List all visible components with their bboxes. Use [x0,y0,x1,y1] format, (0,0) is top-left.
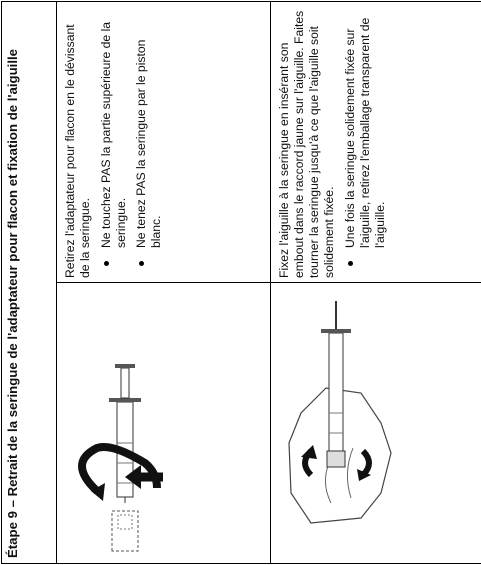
list-item [343,8,388,278]
list-item [134,8,164,278]
bullet-text: Ne tenez PAS la seringue par le piston blanc. [134,39,163,248]
list-item [99,8,129,278]
bullet-icon [104,261,109,266]
illustration-cell [57,283,271,564]
table-row [271,2,481,564]
instruction-text: Retirez l'adaptateur pour flacon en le dévissant de la seringue. [63,24,92,278]
bullet-icon [139,261,144,266]
table-row [57,2,271,564]
instruction-text: Fixez l'aiguille à la seringue en insérant son embout dans le raccord jaune sur l'aiguille. Faites tourner la seringue jusqu'à ce que l'aiguille soit solidement fixée. [277,10,336,278]
illustration-cell [271,283,481,564]
bullet-text: Une fois la seringue solidement fixée sur l'aiguille, retirez l'emballage transparent de l'aiguille. [343,17,387,248]
hand-attaching-needle-illustration [271,279,481,563]
instruction-table [1,1,481,564]
bullet-icon [348,261,353,266]
instruction-cell [57,2,271,283]
bullet-list [343,8,388,278]
syringe-unscrew-adapter-illustration [57,279,270,563]
bullet-list [99,8,164,278]
step-title: Étape 9 – Retrait de la seringue de l'adaptateur pour flacon et fixation de l'aiguille [2,2,57,564]
instruction-cell [271,2,481,283]
bullet-text: Ne touchez PAS la partie supérieure de la seringue. [99,21,128,248]
